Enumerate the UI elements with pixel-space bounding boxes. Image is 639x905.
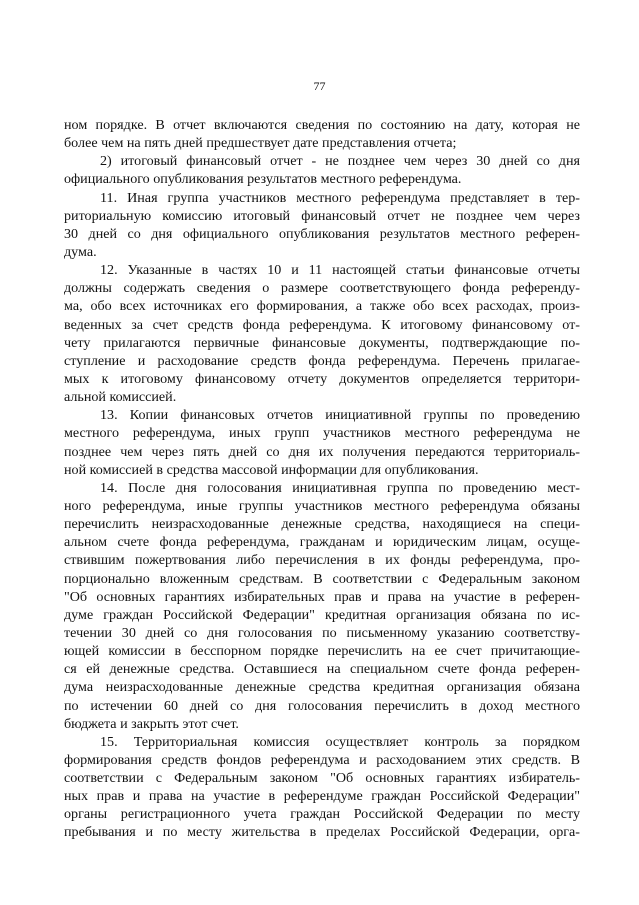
text-line: 2) итоговый финансовый отчет - не позднее чем через 30 дней со дня xyxy=(100,153,580,170)
text-line: более чем на пять дней предшествует дате представления отчета; xyxy=(64,135,457,152)
page-number: 77 xyxy=(313,79,326,93)
text-line: ной комиссией в средства массовой информации для опубликования. xyxy=(64,461,479,478)
text-line: соответствии с Федеральным законом "Об основных гарантиях избиратель- xyxy=(64,770,580,787)
text-line: позднее чем через пять дней со дня их получения передаются территориаль- xyxy=(64,443,580,460)
text-line: бюджета и закрыть этот счет. xyxy=(64,715,239,732)
text-line: по истечении 60 дней со дня голосования перечислить в доход местного xyxy=(64,697,580,714)
text-line: пребывания и по месту жительства в пределах Российской Федерации, орга- xyxy=(64,824,580,841)
text-line: ступление и расходование средств фонда референдума. Перечень прилагае- xyxy=(64,352,580,369)
text-line: чету прилагаются первичные финансовые документы, подтверждающие по- xyxy=(64,334,580,351)
text-line: дума неизрасходованные денежные средства кредитная организация обязана xyxy=(64,679,580,696)
text-line: формирования средств фондов референдума и расходованием этих средств. В xyxy=(64,751,580,768)
text-line: официального опубликования результатов местного референдума. xyxy=(64,171,462,188)
text-line: альной комиссией. xyxy=(64,389,177,406)
text-line: порционально вложенным средствам. В соответствии с Федеральным законом xyxy=(64,570,580,587)
text-line: альном счете фонда референдума, гражданам и юридическим лицам, осуще- xyxy=(64,534,580,551)
text-line: ном порядке. В отчет включаются сведения по состоянию на дату, которая не xyxy=(64,117,580,133)
text-line: 12. Указанные в частях 10 и 11 настоящей статьи финансовые отчеты xyxy=(100,262,580,279)
text-line: 30 дней со дня официального опубликования результатов местного референ- xyxy=(64,225,580,242)
text-line: должны содержать сведения о размере соответствующего фонда референду- xyxy=(64,280,580,297)
text-line: ма, обо всех источниках его формирования, а также обо всех расходах, произ- xyxy=(64,298,580,315)
text-line: ных прав и права на участие в референдуме граждан Российской Федерации" xyxy=(64,788,580,805)
text-line: мых к итоговому финансовому отчету документов определяется территори- xyxy=(64,370,580,387)
text-line: ствившим пожертвования либо перечисления в их фонды референдума, про- xyxy=(64,552,580,569)
text-line: течении 30 дней со дня голосования по письменному указанию соответству- xyxy=(64,624,580,641)
text-line: ся ей денежные средства. Оставшиеся на специальном счете фонда референ- xyxy=(64,661,580,678)
text-line: ющей комиссии в бесспорном порядке перечислить на ее счет причитающие- xyxy=(64,643,580,660)
text-line: думе граждан Российской Федерации" кредитная организация обязана по ис- xyxy=(64,606,580,623)
text-line: веденных за счет средств фонда референдума. К итоговому финансовому от- xyxy=(64,316,580,333)
text-line: 11. Иная группа участников местного референдума представляет в тер- xyxy=(100,189,580,206)
text-line: "Об основных гарантиях избирательных прав и права на участие в референ- xyxy=(64,588,580,605)
body-text xyxy=(64,116,580,842)
text-line: дума. xyxy=(64,243,97,260)
text-line: 15. Территориальная комиссия осуществляет контроль за порядком xyxy=(100,733,580,750)
text-line: органы регистрационного учета граждан Российской Федерации по месту xyxy=(64,806,580,823)
text-line: перечислить неизрасходованные денежные средства, находящиеся на специ- xyxy=(64,516,580,533)
text-line: 13. Копии финансовых отчетов инициативной группы по проведению xyxy=(100,407,580,424)
text-line: риториальную комиссию итоговый финансовый отчет не позднее чем через xyxy=(64,207,580,224)
text-line: местного референдума, иных групп участников местного референдума не xyxy=(64,425,580,442)
text-line: 14. После дня голосования инициативная группа по проведению мест- xyxy=(100,479,580,496)
text-line: ного референдума, иные группы участников местного референдума обязаны xyxy=(64,497,580,514)
